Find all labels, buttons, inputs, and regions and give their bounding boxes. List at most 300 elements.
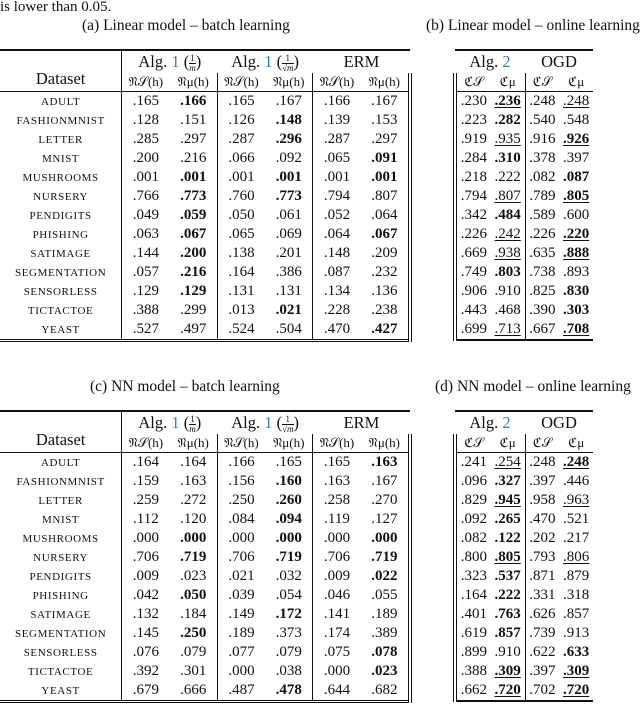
fraction — [282, 54, 293, 73]
value-cell: .789 — [525, 187, 559, 206]
table-row — [455, 548, 593, 567]
value-cell: .129 — [180, 283, 207, 299]
value-cell: .829 — [455, 491, 491, 510]
value-cell: .706 — [217, 548, 265, 567]
group-header-alg1-m: Alg. 1 ( $\frac{1}{m}$ ) — [122, 50, 218, 73]
value-cell: .055 — [361, 586, 410, 605]
dataset-name: adult — [41, 93, 81, 109]
value-cell: .232 — [361, 263, 410, 282]
table-row — [0, 472, 410, 491]
value-cell: .373 — [275, 625, 302, 641]
value-cell: .120 — [180, 511, 207, 527]
value-cell: .633 — [563, 644, 590, 660]
value-cell: .250 — [180, 625, 207, 641]
value-cell: .719 — [275, 549, 302, 565]
col-header-rmu: 𝔑μ(h) — [361, 434, 410, 453]
value-cell: .166 — [313, 92, 361, 112]
table-row — [455, 225, 593, 244]
fraction-numerator: 1 — [190, 52, 195, 63]
value-cell: .309 — [494, 663, 521, 679]
value-cell: .524 — [217, 320, 265, 341]
fraction — [282, 415, 293, 434]
value-cell: .220 — [563, 226, 590, 242]
value-cell: .166 — [180, 93, 207, 109]
col-header-rmu: 𝔑μ(h) — [265, 73, 313, 92]
value-cell: .164 — [455, 586, 491, 605]
value-cell: .803 — [494, 264, 521, 280]
dataset-name: tictactoe — [27, 302, 94, 318]
table-row — [0, 149, 410, 168]
dataset-name: nursery — [33, 549, 89, 565]
dataset-name: pendigits — [29, 207, 92, 223]
value-cell: .164 — [180, 454, 207, 470]
value-cell: .082 — [525, 168, 559, 187]
value-cell: .065 — [313, 149, 361, 168]
dataset-name: letter — [38, 131, 83, 147]
table-row — [455, 643, 593, 662]
value-cell: .807 — [494, 188, 521, 204]
value-cell: .682 — [361, 681, 410, 702]
value-cell: .000 — [313, 529, 361, 548]
value-cell: .805 — [563, 188, 590, 204]
value-cell: .061 — [275, 207, 302, 223]
value-cell: .001 — [217, 168, 265, 187]
value-cell: .794 — [313, 187, 361, 206]
value-cell: .064 — [361, 206, 410, 225]
value-cell: .926 — [563, 131, 590, 147]
fraction-numerator: 1 — [190, 413, 195, 424]
value-cell: .284 — [455, 149, 491, 168]
value-cell: .309 — [563, 663, 590, 679]
value-cell: .327 — [494, 473, 521, 489]
table-row — [455, 92, 593, 112]
value-cell: .167 — [361, 472, 410, 491]
alg-ref-link[interactable]: 1 — [264, 413, 273, 432]
value-cell: .038 — [275, 663, 302, 679]
value-cell: .938 — [494, 245, 521, 261]
group-header-ogd: OGD — [541, 413, 577, 432]
value-cell: .916 — [525, 130, 559, 149]
dataset-name: phishing — [32, 226, 89, 242]
dataset-header: Dataset — [0, 50, 122, 92]
table-row — [0, 92, 410, 112]
value-cell: .720 — [559, 681, 593, 701]
value-cell: .318 — [563, 587, 590, 603]
value-cell: .165 — [122, 92, 170, 112]
table-row — [0, 586, 410, 605]
value-cell: .129 — [122, 282, 170, 301]
value-cell: .260 — [275, 492, 302, 508]
value-cell: .184 — [180, 606, 207, 622]
preceding-text-fragment: is lower than 0.05. — [0, 0, 112, 15]
value-cell: .397 — [525, 662, 559, 681]
value-cell: .023 — [361, 662, 410, 681]
dataset-name: satimage — [30, 606, 91, 622]
table-row — [0, 529, 410, 548]
value-cell: .052 — [313, 206, 361, 225]
alg-label: Alg. — [138, 413, 168, 432]
value-cell: .087 — [563, 169, 590, 185]
value-cell: .739 — [525, 624, 559, 643]
value-cell: .390 — [525, 301, 559, 320]
value-cell: .049 — [122, 206, 170, 225]
dataset-name: sensorless — [23, 283, 98, 299]
value-cell: .166 — [217, 453, 265, 473]
value-cell: .919 — [455, 130, 491, 149]
value-cell: .216 — [180, 264, 207, 280]
caption-table-a: (a) Linear model – batch learning — [82, 17, 290, 34]
caption-table-c: (c) NN model – batch learning — [90, 378, 280, 395]
col-header-cs: ℭ𝒮 — [455, 434, 491, 453]
value-cell: .148 — [275, 112, 302, 128]
value-cell: .000 — [275, 530, 302, 546]
value-cell: .078 — [361, 643, 410, 662]
value-cell: .021 — [275, 302, 302, 318]
value-cell: .082 — [455, 529, 491, 548]
alg-label: Alg. — [231, 52, 261, 71]
value-cell: .134 — [313, 282, 361, 301]
value-cell: .000 — [180, 530, 207, 546]
value-cell: .087 — [313, 263, 361, 282]
table-row — [0, 681, 410, 702]
table-row — [455, 130, 593, 149]
value-cell: .001 — [313, 168, 361, 187]
value-cell: .149 — [217, 605, 265, 624]
table-row — [455, 605, 593, 624]
alg-ref-link[interactable]: 1 — [264, 52, 273, 71]
value-cell: .497 — [170, 320, 218, 341]
value-cell: .064 — [313, 225, 361, 244]
value-cell: .484 — [494, 207, 521, 223]
dataset-name: pendigits — [29, 568, 92, 584]
table-row — [455, 662, 593, 681]
table-row — [455, 282, 593, 301]
value-cell: .378 — [525, 149, 559, 168]
table-row — [455, 244, 593, 263]
value-cell: .160 — [275, 473, 302, 489]
table-row — [0, 263, 410, 282]
col-header-cs: ℭ𝒮 — [525, 434, 559, 453]
value-cell: .189 — [361, 605, 410, 624]
dataset-name: sensorless — [23, 644, 98, 660]
value-cell: .065 — [217, 225, 265, 244]
value-cell: .138 — [217, 244, 265, 263]
alg-label: Alg. — [469, 52, 499, 71]
table-row — [0, 510, 410, 529]
value-cell: .236 — [494, 93, 521, 109]
value-cell: .001 — [275, 169, 302, 185]
table-row — [455, 681, 593, 701]
value-cell: .230 — [455, 92, 491, 112]
value-cell: .076 — [122, 643, 170, 662]
value-cell: .388 — [455, 662, 491, 681]
value-cell: .310 — [494, 150, 521, 166]
table-row — [0, 548, 410, 567]
table-row — [0, 662, 410, 681]
group-header-ogd: OGD — [541, 52, 577, 71]
value-cell: .945 — [494, 492, 521, 508]
col-header-cmu: ℭμ — [491, 434, 525, 453]
alg-ref-link[interactable]: 1 — [171, 413, 180, 432]
alg-ref-link[interactable]: 1 — [171, 52, 180, 71]
value-cell: .248 — [525, 92, 559, 112]
fraction — [189, 54, 196, 73]
table-row — [0, 605, 410, 624]
table-row — [455, 529, 593, 548]
table-row — [0, 111, 410, 130]
table-row — [455, 320, 593, 340]
value-cell: .667 — [525, 320, 559, 340]
table-row — [455, 453, 593, 473]
value-cell: .713 — [491, 320, 525, 340]
value-cell: .122 — [494, 530, 521, 546]
dataset-header: Dataset — [0, 411, 122, 453]
value-cell: .397 — [525, 472, 559, 491]
value-cell: .069 — [275, 226, 302, 242]
alg-ref-link[interactable]: 2 — [502, 52, 511, 71]
table-row — [455, 510, 593, 529]
value-cell: .763 — [494, 606, 521, 622]
value-cell: .669 — [455, 244, 491, 263]
value-cell: .297 — [180, 131, 207, 147]
value-cell: .032 — [275, 568, 302, 584]
value-cell: .013 — [217, 301, 265, 320]
value-cell: .699 — [455, 320, 491, 340]
col-header-rs: 𝔑𝒮(h) — [217, 73, 265, 92]
value-cell: .200 — [122, 149, 170, 168]
value-cell: .248 — [563, 93, 590, 109]
value-cell: .478 — [265, 681, 313, 702]
value-cell: .958 — [525, 491, 559, 510]
value-cell: .342 — [455, 206, 491, 225]
alg-label: Alg. — [231, 413, 261, 432]
value-cell: .857 — [563, 606, 590, 622]
value-cell: .899 — [455, 643, 491, 662]
value-cell: .540 — [525, 111, 559, 130]
value-cell: .151 — [180, 112, 207, 128]
table-nn-online — [453, 410, 593, 702]
value-cell: .021 — [217, 567, 265, 586]
value-cell: .287 — [217, 130, 265, 149]
col-header-rs: 𝔑𝒮(h) — [313, 434, 361, 453]
dataset-name: nursery — [33, 188, 89, 204]
dataset-name: mnist — [42, 150, 80, 166]
value-cell: .217 — [563, 530, 590, 546]
value-cell: .427 — [361, 320, 410, 341]
value-cell: .148 — [313, 244, 361, 263]
value-cell: .228 — [313, 301, 361, 320]
value-cell: .706 — [313, 548, 361, 567]
value-cell: .913 — [563, 625, 590, 641]
value-cell: .242 — [494, 226, 521, 242]
group-header-alg1-m: Alg. 1 ( $\frac{1}{m}$ ) — [122, 411, 218, 434]
col-header-rs: 𝔑𝒮(h) — [122, 73, 170, 92]
value-cell: .635 — [525, 244, 559, 263]
value-cell: .794 — [455, 187, 491, 206]
value-cell: .163 — [361, 453, 410, 473]
value-cell: .527 — [122, 320, 170, 341]
value-cell: .067 — [361, 225, 410, 244]
value-cell: .001 — [122, 168, 170, 187]
value-cell: .132 — [122, 605, 170, 624]
col-header-cs: ℭ𝒮 — [525, 73, 559, 92]
value-cell: .000 — [217, 662, 265, 681]
fraction — [189, 415, 196, 434]
value-cell: .000 — [361, 529, 410, 548]
value-cell: .443 — [455, 301, 491, 320]
value-cell: .270 — [361, 491, 410, 510]
value-cell: .066 — [217, 149, 265, 168]
value-cell: .092 — [275, 150, 302, 166]
value-cell: .738 — [525, 263, 559, 282]
fraction-numerator: 1 — [282, 54, 293, 64]
value-cell: .749 — [455, 263, 491, 282]
table-row — [0, 567, 410, 586]
group-header-erm: ERM — [343, 52, 380, 71]
value-cell: .165 — [275, 454, 302, 470]
caption-table-b: (b) Linear model – online learning — [426, 17, 640, 34]
value-cell: .331 — [525, 586, 559, 605]
value-cell: .127 — [361, 510, 410, 529]
value-cell: .719 — [361, 548, 410, 567]
table-row — [0, 491, 410, 510]
value-cell: .201 — [275, 245, 302, 261]
value-cell: .167 — [361, 92, 410, 112]
table-row — [0, 301, 410, 320]
table-row — [455, 301, 593, 320]
value-cell: .285 — [122, 130, 170, 149]
value-cell: .871 — [525, 567, 559, 586]
value-cell: .323 — [455, 567, 491, 586]
value-cell: .241 — [455, 453, 491, 473]
value-cell: .167 — [275, 93, 302, 109]
table-row — [0, 225, 410, 244]
value-cell: .265 — [494, 511, 521, 527]
dataset-name: segmentation — [15, 264, 107, 280]
value-cell: .720 — [491, 681, 525, 701]
col-header-rs: 𝔑𝒮(h) — [217, 434, 265, 453]
table-nn-batch — [0, 410, 412, 703]
value-cell: .963 — [563, 492, 590, 508]
value-cell: .679 — [122, 681, 170, 702]
value-cell: .807 — [361, 187, 410, 206]
col-header-cmu: ℭμ — [559, 434, 593, 453]
value-cell: .248 — [525, 453, 559, 473]
value-cell: .172 — [275, 606, 302, 622]
value-cell: .023 — [180, 568, 207, 584]
value-cell: .773 — [180, 188, 207, 204]
value-cell: .800 — [455, 548, 491, 567]
value-cell: .141 — [313, 605, 361, 624]
value-cell: .388 — [122, 301, 170, 320]
value-cell: .773 — [275, 188, 302, 204]
table-row — [0, 130, 410, 149]
table-row — [455, 472, 593, 491]
alg-label: Alg. — [138, 52, 168, 71]
table-row — [0, 168, 410, 187]
value-cell: .793 — [525, 548, 559, 567]
value-cell: .091 — [361, 149, 410, 168]
dataset-name: satimage — [30, 245, 91, 261]
value-cell: .392 — [122, 662, 170, 681]
value-cell: .096 — [455, 472, 491, 491]
value-cell: .272 — [180, 492, 207, 508]
value-cell: .600 — [563, 207, 590, 223]
table-row — [0, 282, 410, 301]
value-cell: .063 — [122, 225, 170, 244]
fraction-denominator: √m — [282, 423, 294, 434]
value-cell: .209 — [361, 244, 410, 263]
table-linear-batch — [0, 49, 412, 342]
value-cell: .401 — [455, 605, 491, 624]
value-cell: .112 — [122, 510, 170, 529]
col-header-cs: ℭ𝒮 — [455, 73, 491, 92]
dataset-name: letter — [38, 492, 83, 508]
col-header-rs: 𝔑𝒮(h) — [122, 434, 170, 453]
value-cell: .879 — [563, 568, 590, 584]
table-row — [455, 263, 593, 282]
col-header-rs: 𝔑𝒮(h) — [313, 73, 361, 92]
value-cell: .226 — [525, 225, 559, 244]
dataset-name: phishing — [32, 587, 89, 603]
value-cell: .389 — [361, 624, 410, 643]
value-cell: .806 — [563, 549, 590, 565]
value-cell: .084 — [217, 510, 265, 529]
fraction-denominator: m — [189, 423, 196, 434]
value-cell: .001 — [180, 169, 207, 185]
value-cell: .830 — [563, 283, 590, 299]
value-cell: .042 — [122, 586, 170, 605]
value-cell: .009 — [313, 567, 361, 586]
dataset-name: mnist — [42, 511, 80, 527]
value-cell: .131 — [217, 282, 265, 301]
value-cell: .000 — [313, 662, 361, 681]
table-row — [0, 206, 410, 225]
value-cell: .164 — [122, 453, 170, 473]
value-cell: .935 — [494, 131, 521, 147]
table-row — [0, 624, 410, 643]
value-cell: .153 — [361, 111, 410, 130]
table-row — [455, 624, 593, 643]
value-cell: .301 — [180, 663, 207, 679]
value-cell: .164 — [217, 263, 265, 282]
col-header-cmu: ℭμ — [491, 73, 525, 92]
table-row — [0, 187, 410, 206]
group-header-alg1-sqrtm: Alg. 1 ( $\frac{1}{√m}$ ) — [231, 52, 300, 73]
dataset-name: tictactoe — [27, 663, 94, 679]
value-cell: .139 — [313, 111, 361, 130]
value-cell: .144 — [122, 244, 170, 263]
value-cell: .145 — [122, 624, 170, 643]
value-cell: .760 — [217, 187, 265, 206]
alg-ref-link[interactable]: 2 — [502, 413, 511, 432]
col-header-cmu: ℭμ — [559, 73, 593, 92]
value-cell: .218 — [455, 168, 491, 187]
value-cell: .487 — [217, 681, 265, 702]
col-header-rmu: 𝔑μ(h) — [265, 434, 313, 453]
value-cell: .216 — [180, 150, 207, 166]
fraction-denominator: √m — [282, 62, 294, 73]
col-header-rmu: 𝔑μ(h) — [361, 73, 410, 92]
value-cell: .165 — [217, 92, 265, 112]
value-cell: .200 — [180, 245, 207, 261]
value-cell: .174 — [313, 624, 361, 643]
value-cell: .094 — [275, 511, 302, 527]
table-row — [455, 206, 593, 225]
value-cell: .910 — [494, 644, 521, 660]
value-cell: .039 — [217, 586, 265, 605]
value-cell: .910 — [494, 283, 521, 299]
